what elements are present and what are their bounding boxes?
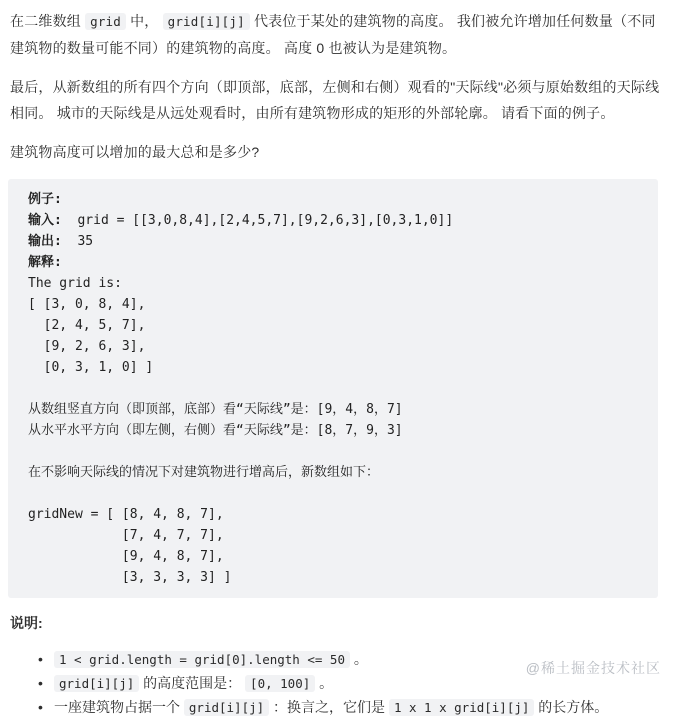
paragraph — [10, 74, 665, 126]
code-line-label: 例子: — [28, 192, 62, 207]
code-line-text: [9, 2, 6, 3], — [28, 339, 146, 354]
note-item — [54, 696, 665, 719]
text-run: 一座建筑物占据一个 — [54, 699, 184, 715]
code-line-text: 在不影响天际线的情况下对建筑物进行增高后，新数组如下： — [28, 465, 380, 480]
code-line-label: 输出: — [28, 234, 62, 249]
code-line — [28, 546, 638, 567]
text-run: 的长方体。 — [534, 699, 609, 715]
example-code-block — [8, 179, 658, 598]
code-line — [28, 504, 638, 525]
text-run: 。 — [349, 651, 368, 667]
inline-code: grid[i][j] — [184, 699, 269, 716]
code-line-text: [0, 3, 1, 0] ] — [28, 360, 154, 375]
notes-list — [10, 648, 665, 719]
inline-code: grid — [85, 13, 126, 30]
paragraph — [10, 8, 665, 61]
inline-code: [0, 100] — [245, 675, 315, 692]
code-line — [28, 252, 638, 273]
text-run: 在二维数组 — [10, 13, 86, 29]
code-line-text: [7, 4, 7, 7], — [28, 528, 224, 543]
code-line — [28, 336, 638, 357]
code-line — [28, 567, 638, 588]
code-line — [28, 462, 638, 483]
code-line — [28, 441, 638, 462]
code-line-text: 35 — [61, 234, 94, 249]
code-line — [28, 357, 638, 378]
watermark: @稀土掘金技术社区 — [525, 660, 661, 676]
code-line — [28, 525, 638, 546]
inline-code: 1 < grid.length = grid[0].length <= 50 — [54, 651, 350, 668]
note-item — [54, 648, 665, 671]
description-paragraphs — [10, 8, 665, 165]
text-run: 的高度范围是： — [139, 675, 246, 691]
code-line-text: 从数组竖直方向（即顶部，底部）看“天际线”是：[9，4，8，7] — [28, 402, 403, 417]
paragraph — [10, 139, 665, 165]
text-run: 中， — [126, 13, 163, 29]
code-line — [28, 378, 638, 399]
inline-code: grid[i][j] — [163, 13, 250, 30]
inline-code: 1 x 1 x grid[i][j] — [389, 699, 534, 716]
code-line — [28, 210, 638, 231]
code-line — [28, 294, 638, 315]
text-run: 建筑物高度可以增加的最大总和是多少? — [10, 144, 260, 160]
code-line — [28, 315, 638, 336]
code-line — [28, 399, 638, 420]
notes-title: 说明: — [10, 615, 43, 631]
text-run: 代表位于某处的建筑物的高度。 我们被允许增加任何数量（不同建筑物的数量可能不同）的建筑物的高度。 高度 0 也被认为是建筑物。 — [10, 13, 656, 56]
code-line-text: grid = [[3,0,8,4],[2,4,5,7],[9,2,6,3],[0,3,1,0]] — [61, 213, 454, 228]
code-line-text: gridNew = [ [8, 4, 8, 7], — [28, 507, 224, 522]
text-run: 。 — [315, 675, 334, 691]
code-line-text: [3, 3, 3, 3] ] — [28, 570, 232, 585]
code-line-label: 解释: — [28, 255, 62, 270]
code-line — [28, 420, 638, 441]
code-line-text: [2, 4, 5, 7], — [28, 318, 146, 333]
code-line-text: The grid is: — [28, 276, 122, 291]
text-run: 最后，从新数组的所有四个方向（即顶部，底部，左侧和右侧）观看的"天际线"必须与原始数组的天际线相同。 城市的天际线是从远处观看时，由所有建筑物形成的矩形的外部轮廓。 请看下面的例子。 — [10, 79, 660, 121]
code-line — [28, 189, 638, 210]
code-line-text: [ [3, 0, 8, 4], — [28, 297, 146, 312]
code-line — [28, 273, 638, 294]
code-line-label: 输入: — [28, 213, 62, 228]
note-item — [54, 672, 665, 695]
code-line — [28, 231, 638, 252]
text-run: ：换言之，它们是 — [269, 699, 389, 715]
code-line — [28, 483, 638, 504]
code-line-text: [9, 4, 8, 7], — [28, 549, 224, 564]
inline-code: grid[i][j] — [54, 675, 139, 692]
code-line-text: 从水平水平方向（即左侧，右侧）看“天际线”是：[8，7，9，3] — [28, 423, 403, 438]
